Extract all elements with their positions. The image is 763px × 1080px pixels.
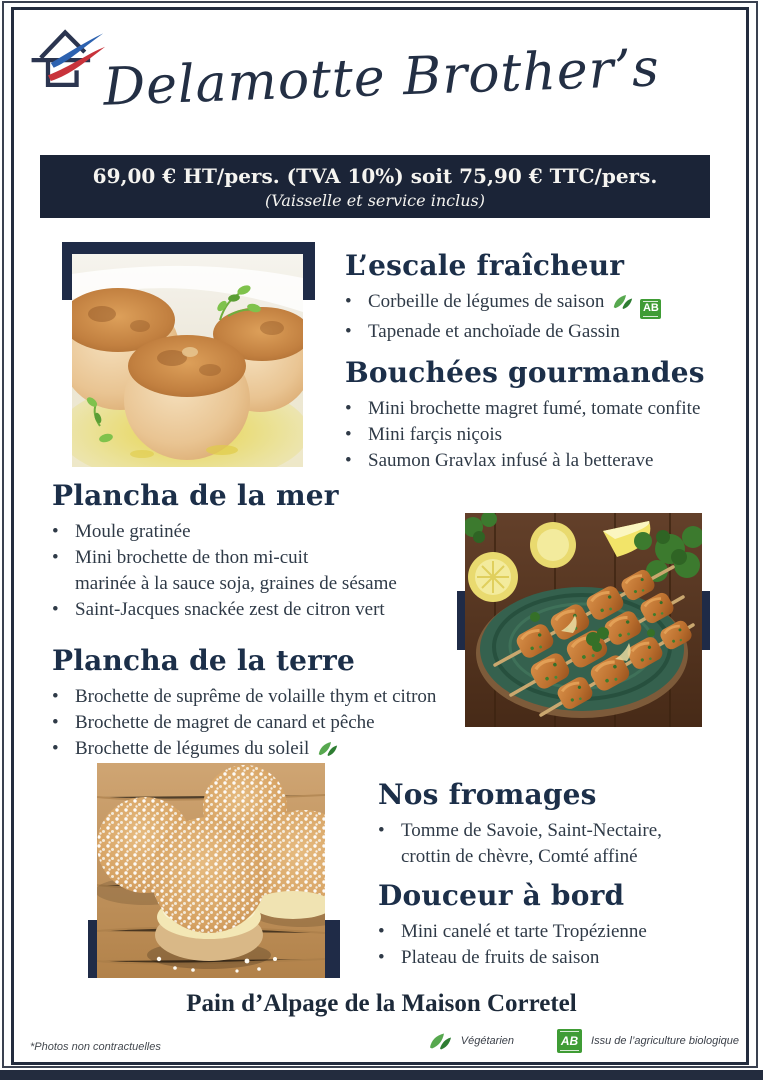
legend xyxy=(428,1029,739,1053)
menu-item: • Tomme de Savoie, Saint-Nectaire, crottin de chèvre, Comté affiné xyxy=(378,818,738,870)
photos-disclaimer: *Photos non contractuelles xyxy=(30,1041,161,1053)
bullet xyxy=(345,319,368,345)
bullet xyxy=(52,545,75,571)
bullet xyxy=(52,684,75,710)
price-banner xyxy=(40,155,710,218)
tropezienne-cream-buns-photo xyxy=(97,763,325,978)
menu-item: • Brochette de suprême de volaille thym et citron xyxy=(52,684,482,710)
ab-organic-badge: AB xyxy=(640,299,661,319)
vegetarian-leaf-icon xyxy=(428,1031,452,1051)
menu-item: • Brochette de magret de canard et pêche xyxy=(52,710,482,736)
section-nos-fromages xyxy=(378,779,738,870)
section-plancha-terre xyxy=(52,645,482,762)
legend-organic-label: Issu de l’agriculture biologique xyxy=(591,1035,739,1047)
price-line: 69,00 € HT/pers. (TVA 10%) soit 75,90 € TTC/pers. xyxy=(92,164,658,188)
section-escale-fraicheur xyxy=(345,250,740,345)
menu-item: • Moule gratinée xyxy=(52,519,462,545)
bullet xyxy=(52,710,75,736)
ab-organic-badge: AB xyxy=(557,1029,582,1053)
bullet xyxy=(378,945,401,971)
vegetarian-leaf-icon xyxy=(612,293,633,310)
menu-item: • Mini brochette magret fumé, tomate confite xyxy=(345,396,745,422)
included-line: (Vaisselle et service inclus) xyxy=(265,191,485,210)
menu-item: • Mini farçis niçois xyxy=(345,422,745,448)
section-bouchees-gourmandes xyxy=(345,357,745,474)
menu-item: • Corbeille de légumes de saison AB xyxy=(345,289,740,319)
seared-scallops-photo xyxy=(72,254,303,467)
bullet xyxy=(52,597,75,623)
bullet xyxy=(345,289,368,315)
bullet xyxy=(52,519,75,545)
menu-item: • Brochette de légumes du soleil xyxy=(52,736,482,762)
menu-item: • Plateau de fruits de saison xyxy=(378,945,738,971)
vegetarian-leaf-icon xyxy=(317,740,338,757)
menu-item: • Saumon Gravlax infusé à la betterave xyxy=(345,448,745,474)
menu-item: • Mini canelé et tarte Tropézienne xyxy=(378,919,738,945)
section-title: Nos fromages xyxy=(378,778,597,811)
bullet xyxy=(345,396,368,422)
section-title: Plancha de la terre xyxy=(52,644,356,677)
bullet xyxy=(345,422,368,448)
section-plancha-mer xyxy=(52,480,462,623)
bullet xyxy=(378,818,401,844)
section-title: L’escale fraîcheur xyxy=(345,249,625,282)
bullet xyxy=(345,448,368,474)
bullet xyxy=(378,919,401,945)
chicken-skewers-photo xyxy=(465,513,702,727)
menu-item: • Saint-Jacques snackée zest de citron vert xyxy=(52,597,462,623)
section-title: Douceur à bord xyxy=(378,879,625,912)
menu-item: • Tapenade et anchoïade de Gassin xyxy=(345,319,740,345)
section-douceur-a-bord xyxy=(378,880,738,971)
menu-item: • Mini brochette de thon mi-cuit marinée à la sauce soja, graines de sésame xyxy=(52,545,462,597)
bottom-navy-bar xyxy=(0,1070,763,1080)
brand-title: Delamotte Brother’s xyxy=(102,38,661,118)
section-title: Plancha de la mer xyxy=(52,479,339,512)
section-title: Bouchées gourmandes xyxy=(345,356,705,389)
bullet xyxy=(52,736,75,762)
closing-line: Pain d’Alpage de la Maison Corretel xyxy=(186,990,577,1017)
legend-vegetarian-label: Végétarien xyxy=(460,1035,515,1047)
